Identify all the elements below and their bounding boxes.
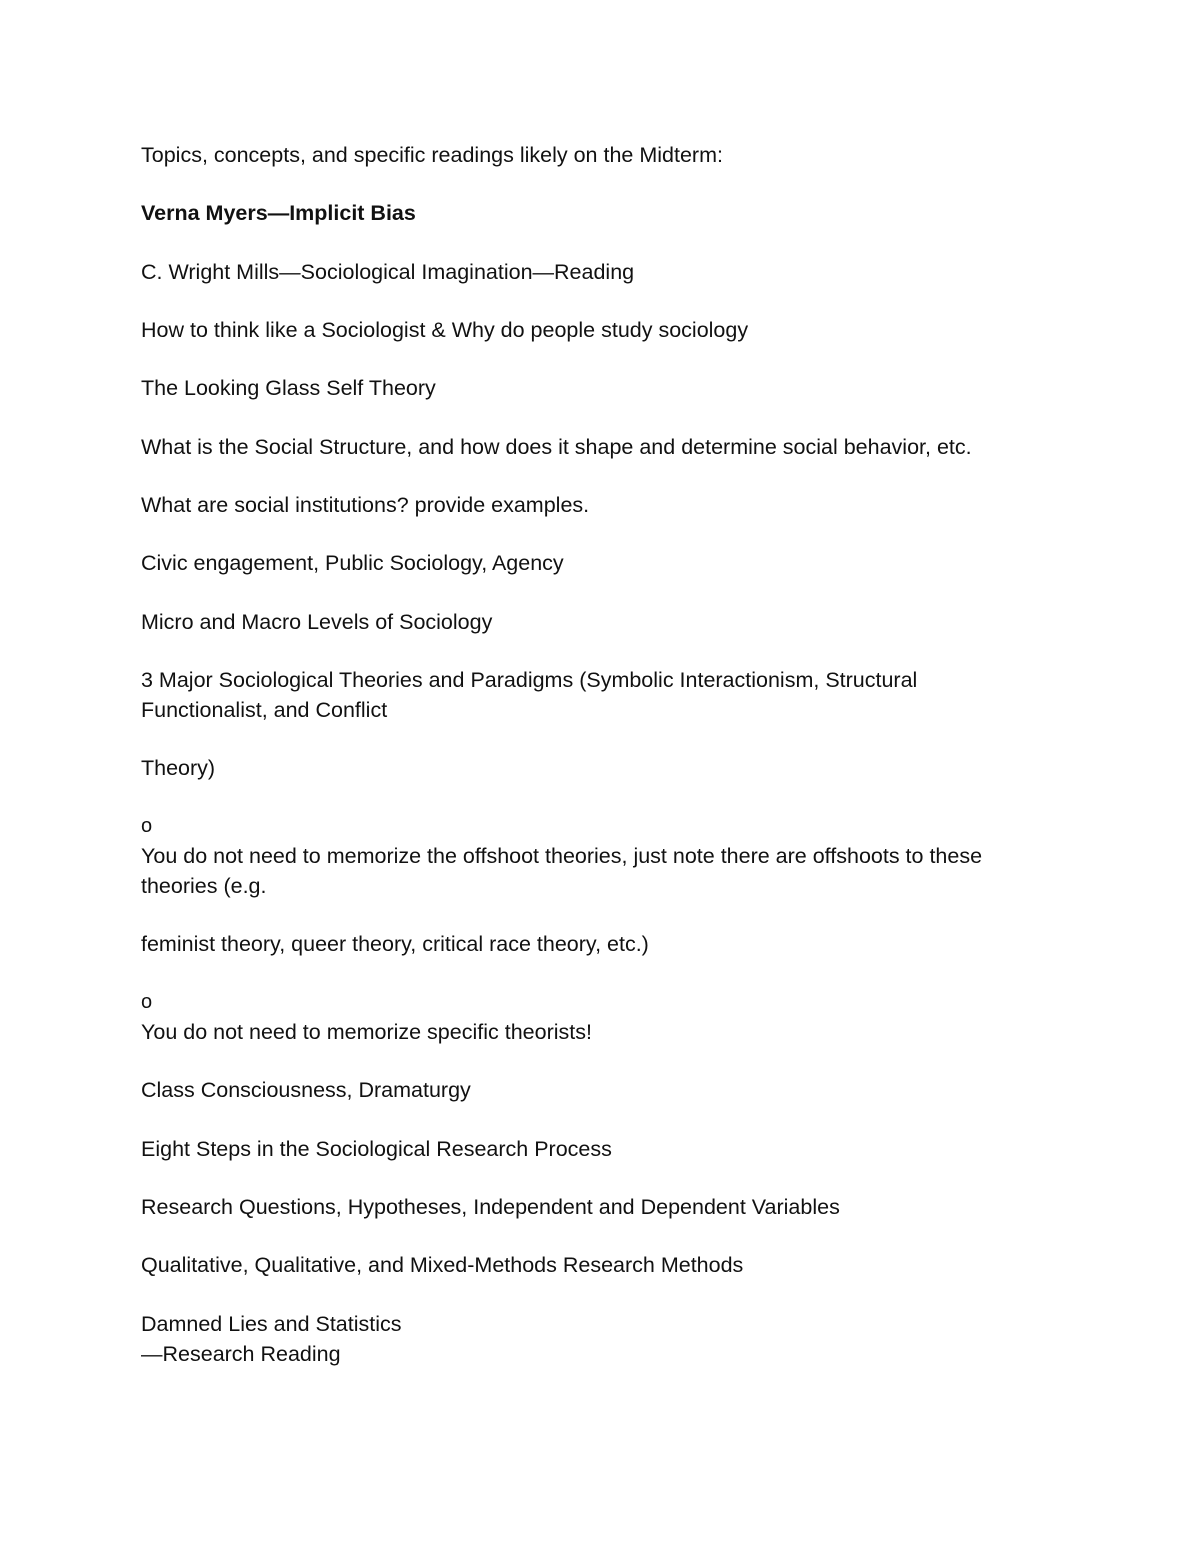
topic-item: C. Wright Mills—Sociological Imagination—Reading (141, 260, 635, 284)
theories-line-2: Functionalist, and Conflict (141, 698, 388, 722)
note-line-3: feminist theory, queer theory, critical race theory, etc.) (141, 932, 649, 956)
note-line-1: You do not need to memorize the offshoot theories, just note there are offshoots to these (141, 844, 983, 868)
topic-item: Qualitative, Qualitative, and Mixed-Methods Research Methods (141, 1253, 744, 1277)
section-heading: Verna Myers—Implicit Bias (141, 201, 416, 225)
topic-item: Micro and Macro Levels of Sociology (141, 610, 493, 634)
topic-item: The Looking Glass Self Theory (141, 376, 436, 400)
final-line-2: —Research Reading (141, 1342, 341, 1366)
topic-item: Class Consciousness, Dramaturgy (141, 1078, 471, 1102)
theories-line-3: Theory) (141, 756, 216, 780)
topic-item: What are social institutions? provide examples. (141, 493, 590, 517)
intro-text: Topics, concepts, and specific readings likely on the Midterm: (141, 143, 723, 167)
theories-line-1: 3 Major Sociological Theories and Paradigms (Symbolic Interactionism, Structural (141, 668, 918, 692)
note-theorists: You do not need to memorize specific theorists! (141, 1020, 592, 1044)
topic-item: Civic engagement, Public Sociology, Agency (141, 551, 564, 575)
note-line-2: theories (e.g. (141, 874, 267, 898)
final-line-1: Damned Lies and Statistics (141, 1312, 402, 1336)
topic-item: How to think like a Sociologist & Why do people study sociology (141, 318, 749, 342)
bullet-marker: o (141, 815, 153, 837)
topic-item: Research Questions, Hypotheses, Independent and Dependent Variables (141, 1195, 840, 1219)
bullet-marker: o (141, 991, 153, 1013)
topic-item: Eight Steps in the Sociological Research Process (141, 1137, 612, 1161)
topic-item: What is the Social Structure, and how does it shape and determine social behavior, etc. (141, 435, 972, 459)
